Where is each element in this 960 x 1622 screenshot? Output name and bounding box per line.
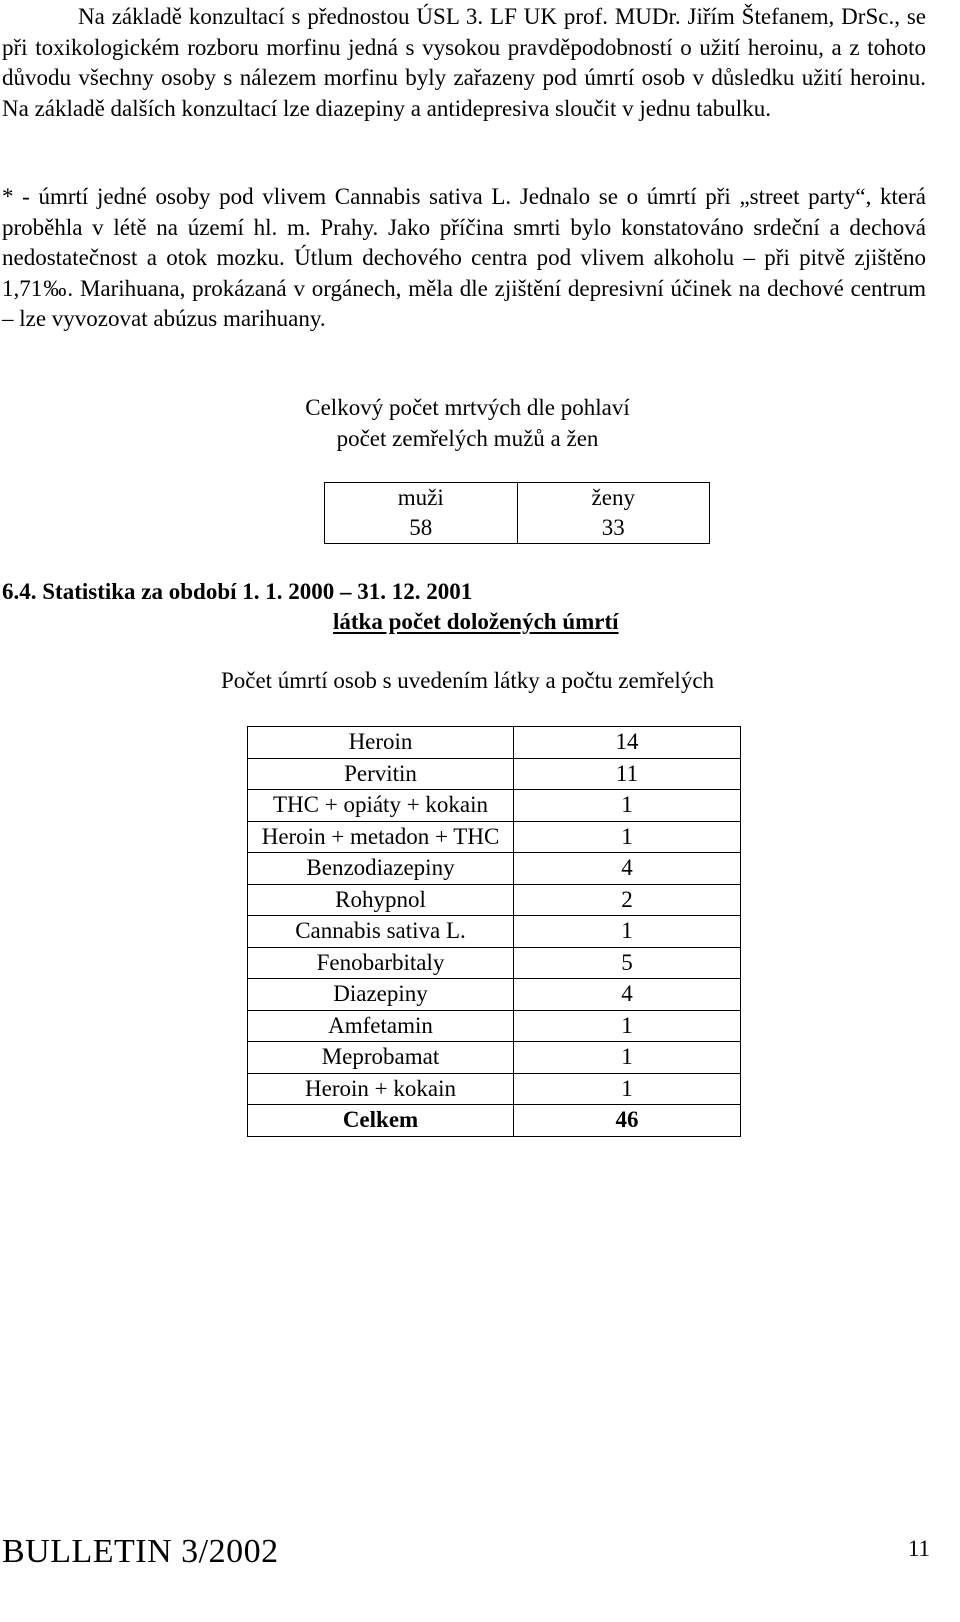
substance-name: Pervitin — [248, 758, 514, 790]
table-row — [248, 821, 741, 853]
page-number: 11 — [907, 1536, 930, 1561]
total-value: 46 — [514, 1105, 741, 1137]
substance-name: Heroin — [248, 727, 514, 759]
substance-count: 1 — [514, 821, 741, 853]
table-row — [248, 853, 741, 885]
intro-paragraph — [2, 2, 926, 124]
table-row — [248, 979, 741, 1011]
substance-name: Cannabis sativa L. — [248, 916, 514, 948]
gender-header-men: muži — [325, 483, 518, 514]
substance-name: Fenobarbitaly — [248, 947, 514, 979]
gender-caption-line1: Celkový počet mrtvých dle pohlaví — [305, 395, 630, 420]
table-row — [248, 884, 741, 916]
table-row — [248, 790, 741, 822]
table-row — [248, 947, 741, 979]
substance-name: THC + opiáty + kokain — [248, 790, 514, 822]
gender-value-row — [325, 513, 710, 544]
substance-name: Amfetamin — [248, 1010, 514, 1042]
total-row — [248, 1105, 741, 1137]
substance-count: 5 — [514, 947, 741, 979]
gender-header-row — [325, 483, 710, 514]
substance-table — [247, 726, 741, 1137]
substance-count: 1 — [514, 1010, 741, 1042]
table-row — [248, 758, 741, 790]
substance-count: 1 — [514, 790, 741, 822]
gender-value-men: 58 — [325, 513, 518, 544]
table-heading: látka počet doložených úmrtí — [333, 609, 619, 634]
gender-caption — [0, 393, 935, 454]
substance-name: Heroin + kokain — [248, 1073, 514, 1105]
substance-name: Heroin + metadon + THC — [248, 821, 514, 853]
total-label: Celkem — [248, 1105, 514, 1137]
substance-count: 1 — [514, 916, 741, 948]
substance-count: 11 — [514, 758, 741, 790]
substance-count: 2 — [514, 884, 741, 916]
substance-name: Benzodiazepiny — [248, 853, 514, 885]
footnote-paragraph: * - úmrtí jedné osoby pod vlivem Cannabis sativa L. Jednalo se o úmrtí při „street party“, která proběhla v létě na území hl. m. Prahy. Jako příčina smrti bylo konstatováno srdeční a dechová nedostatečnost a otok mozku. Útlum dechového centra pod vlivem alkoholu – při pitvě zjištěno 1,71‰. Marihuana, prokázaná v orgánech, měla dle zjištění depresivní účinek na dechové centrum – lze vyvozovat abúzus marihuany. — [2, 184, 926, 331]
substance-count: 1 — [514, 1073, 741, 1105]
substance-count: 1 — [514, 1042, 741, 1074]
table-row — [248, 1073, 741, 1105]
substance-name: Rohypnol — [248, 884, 514, 916]
substance-count: 14 — [514, 727, 741, 759]
table-row — [248, 1010, 741, 1042]
footer-title: BULLETIN 3/2002 — [2, 1533, 279, 1570]
gender-caption-line2: počet zemřelých mužů a žen — [336, 425, 599, 451]
table-row — [248, 727, 741, 759]
substance-count: 4 — [514, 853, 741, 885]
gender-header-women: ženy — [517, 483, 710, 514]
substance-name: Meprobamat — [248, 1042, 514, 1074]
substance-table-caption: Počet úmrtí osob s uvedením látky a počtu zemřelých — [220, 668, 715, 693]
table-row — [248, 916, 741, 948]
substance-count: 4 — [514, 979, 741, 1011]
section-heading: 6.4. Statistika za období 1. 1. 2000 – 31. 12. 2001 — [2, 579, 473, 604]
table-row — [248, 1042, 741, 1074]
intro-paragraph-text: Na základě konzultací s přednostou ÚSL 3. LF UK prof. MUDr. Jiřím Štefanem, DrSc., se při toxikologickém rozboru morfinu jedná s vysokou pravděpodobností o užití heroinu, a z tohoto důvodu všechny osoby s nálezem morfinu byly zařazeny pod úmrtí osob v důsledku užití heroinu. Na základě dalších konzultací lze diazepiny a antidepresiva sloučit v jednu tabulku. — [2, 4, 926, 121]
gender-table — [324, 482, 710, 544]
substance-name: Diazepiny — [248, 979, 514, 1011]
gender-value-women: 33 — [517, 513, 710, 544]
